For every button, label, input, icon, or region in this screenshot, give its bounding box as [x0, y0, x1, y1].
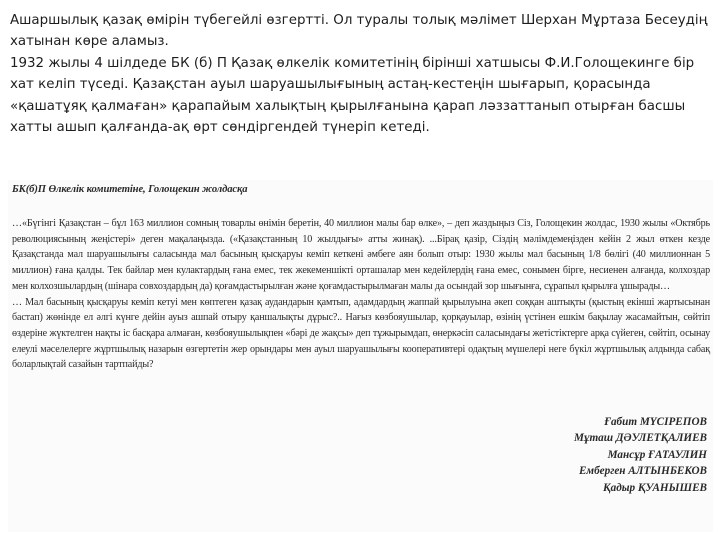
- signature-name: Мұташ ДӘУЛЕТҚАЛИЕВ: [573, 432, 707, 445]
- signature-name: Емберген АЛТЫНБЕКОВ: [578, 465, 707, 478]
- letter-paragraph: …«Бүгінгі Қазақстан – бұл 163 миллион сомның товарлы өнімін беретін, 40 миллион малы бар өлке», – деп жаздыңыз Сіз, Голощекин жолдас, 1930 жылы «Октябрь революциясының жеңістері» деген мақалаңызда. («Қазақстанның 10 жылдығы» атты жинақ). ...Бірақ қазір, Сіздің мәлімдемеңізден кейін 2 жыл өткен кезде Қазақстанда мал шаруашылығы саласында мал басының қысқаруы кеміп кеткені әмбеге аян болып отыр: 1930 жылы мал басының 1/8 бөлігі (40 миллионнан 5 миллион) ғана қалды. Тек байлар мен кулактардың ғана емес, тек жекеменшікті орташалар мен кедейлердің ғана емес, сонымен бірге, несиенен алғанда, колхоздар мен колхозшылардың (шінара совхоздардың да) қоғамдастырылған және қоғамдастырылмаған малы да осындай зор шығынға, сұрапыл қырылға ұшырады…: [12, 218, 710, 292]
- letter-paragraph: … Мал басының қысқаруы кеміп кетуі мен көптеген қазақ аудандарын қамтып, адамдардың жаппай қырылуына әкеп соққан аштықты (қыстың екінші жартысынан бастап) жөнінде ел әлгі күнге дейін ауыз ашпай отыру қаншалықты дұрыс?.. Нағыз көзбояушылар, қорқауылар, өзінің үстінен ешкім бақылау жасамайтын, сөйтіп өздеріне жүктелген нақты іс басқара алмаған, көзбояушылықпен «бәрі де жақсы» деп тұжырымдап, өнеркәсіп саласындағы жетістіктерге арқа сүйеген, сөйтіп, осынау елеулі мәселелерге жұртшылық назарын өзгертетін жер орындары мен ауыл шаруашылығы кооперативтері одақтың мүшелері неге бүкіл жұртшылық алдында сабақ боларлықтай сазайын тартпайды?: [12, 296, 710, 371]
- intro-paragraph: Ашаршылық қазақ өмірін түбегейлі өзгертті. Ол туралы толық мәлімет Шерхан Мұртаза Бесеудің хатынан көре аламыз.: [10, 13, 708, 50]
- signature-name: Мансұр ҒАТАУЛИН: [607, 448, 707, 461]
- letter-body: [12, 216, 710, 373]
- signature-list: [574, 414, 707, 496]
- intro-text: [10, 10, 710, 138]
- letter-heading: БК(б)П Өлкелік комитетіне, Голощекин жолдасқа: [12, 184, 248, 195]
- letter-scan: [8, 180, 713, 532]
- signature-name: Қадыр ҚУАНЫШЕВ: [603, 481, 707, 494]
- intro-paragraph: 1932 жылы 4 шілдеде БК (б) П Қазақ өлкелік комитетінің бірінші хатшысы Ф.И.Голощекинге бір хат келіп түседі. Қазақстан ауыл шаруашылығының астаң-кестеңін шығарып, қорасында «қашатұяқ қалмаған» қарапайым халықтың қырылғанына қарап ләззаттанып отырған басшы хатты ашып қалғанда-ақ өрт сөндіргендей түнеріп кетеді.: [10, 55, 695, 136]
- signature-name: Ғабит МҮСІРЕПОВ: [604, 416, 707, 428]
